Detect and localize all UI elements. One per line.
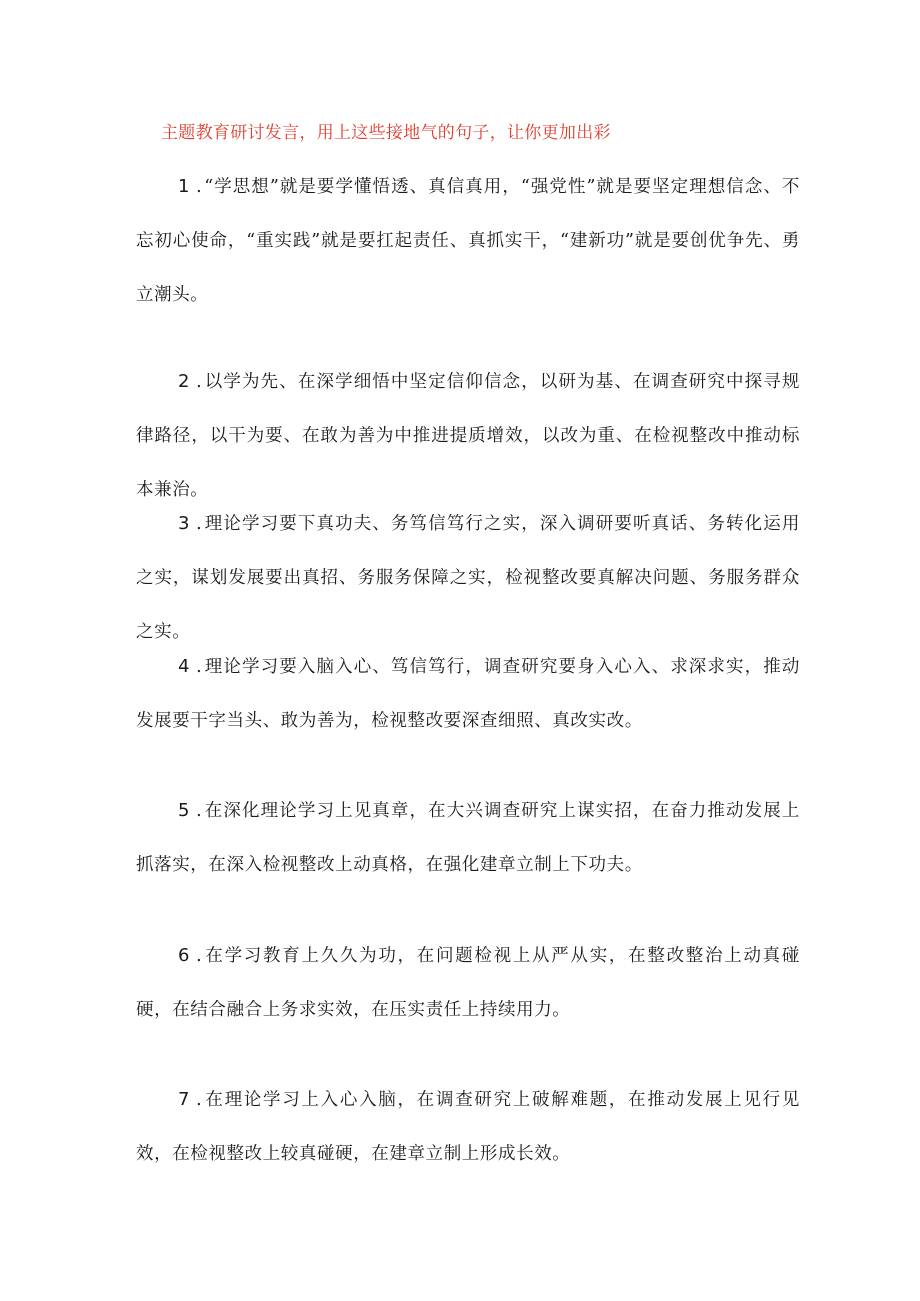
item-separator: .	[196, 657, 203, 677]
item-number: 2	[178, 371, 191, 392]
list-item	[136, 355, 800, 517]
list-item	[136, 160, 800, 322]
item-text: 在学习教育上久久为功，在问题检视上从严从实，在整改整治上动真碰硬，在结合融合上务求实效，在压实责任上持续用力。	[136, 946, 800, 1020]
item-number: 7	[178, 1089, 191, 1110]
list-item	[136, 784, 800, 892]
item-number: 4	[178, 656, 191, 677]
list-item	[136, 929, 800, 1037]
item-separator: .	[196, 177, 203, 197]
item-text: “学思想”就是要学懂悟透、真信真用，“强党性”就是要坚定理想信念、不忘初心使命，“重实践”就是要扛起责任、真抓实干，“建新功”就是要创优争先、勇立潮头。	[136, 177, 800, 305]
document-title: 主题教育研讨发言，用上这些接地气的句子，让你更加出彩	[161, 123, 611, 143]
item-separator: .	[196, 372, 203, 392]
item-text: 以学为先、在深学细悟中坚定信仰信念，以研为基、在调查研究中探寻规律路径，以干为要、在敢为善为中推进提质增效，以改为重、在检视整改中推动标本兼治。	[136, 372, 800, 500]
item-text: 理论学习要下真功夫、务笃信笃行之实，深入调研要听真话、务转化运用之实，谋划发展要出真招、务服务保障之实，检视整改要真解决问题、务服务群众之实。	[136, 514, 800, 642]
item-text: 在理论学习上入心入脑，在调查研究上破解难题，在推动发展上见行见效，在检视整改上较真碰硬，在建章立制上形成长效。	[136, 1090, 800, 1164]
item-text: 在深化理论学习上见真章，在大兴调查研究上谋实招，在奋力推动发展上抓落实，在深入检视整改上动真格，在强化建章立制上下功夫。	[136, 801, 800, 875]
item-separator: .	[196, 801, 203, 821]
list-item	[136, 640, 800, 748]
item-separator: .	[196, 1090, 203, 1110]
list-item	[136, 497, 800, 659]
item-number: 3	[178, 513, 191, 534]
item-number: 1	[178, 176, 191, 197]
item-number: 5	[178, 800, 191, 821]
item-separator: .	[196, 946, 203, 966]
item-separator: .	[196, 514, 203, 534]
list-item	[136, 1073, 800, 1181]
item-number: 6	[178, 945, 191, 966]
item-text: 理论学习要入脑入心、笃信笃行，调查研究要身入心入、求深求实，推动发展要干字当头、敢为善为，检视整改要深查细照、真改实改。	[136, 657, 800, 731]
